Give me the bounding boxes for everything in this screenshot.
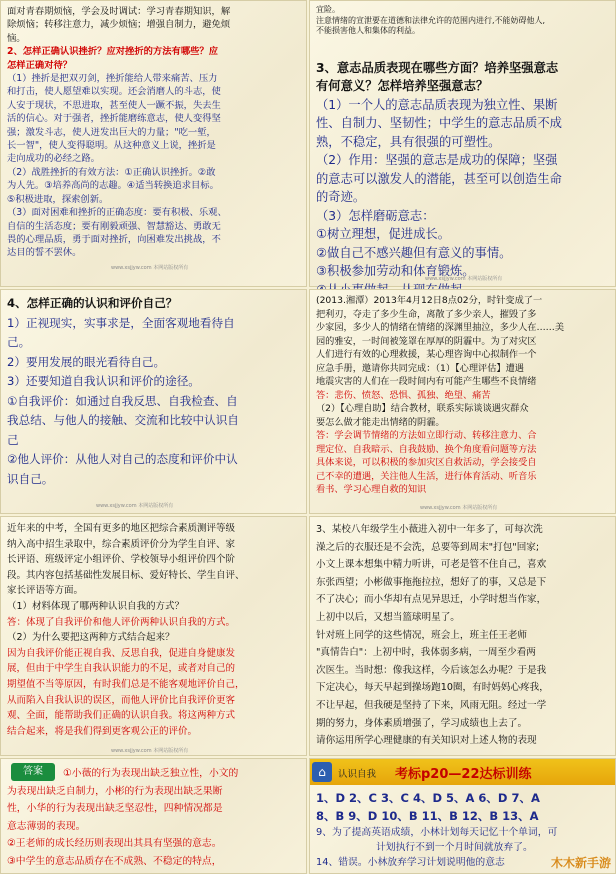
slide-1 [0,0,307,287]
s5-line-0: 近年来的中考，全国有更多的地区把综合素质测评等级 [7,523,236,534]
s5-watermark: www.xsjjyw.com 本网站版权所有 [111,748,189,754]
s6-line-3: 东张西望；小彬做事拖拖拉拉，想好了的事，又总是下 [316,576,547,588]
s8-line-0: 1、D 2、C 3、C 4、D 5、A 6、D 7、A [316,791,540,805]
s7-line-3: 意志薄弱的表现。 [7,820,86,832]
s6-line-11: 期的努力，身体素质增强了，学习成绩也上去了。 [316,717,528,729]
s5-line-6: 答：体现了自我评价和他人评价两种认识自我的方式。 [7,616,236,628]
s2-line-3: 3、意志品质表现在哪些方面？培养坚强意志 [316,60,559,75]
s1-line-17: 畏的心理品质，勇于面对挫折，向困难发出挑战，不 [7,233,221,245]
slide-5 [0,516,307,756]
s1-line-4: 怎样正确对待？ [7,59,73,71]
s1-line-18: 达目的誓不罢休。 [7,247,82,259]
s7-line-5: ③中学生的意志品质存在不成熟、不稳定的特点， [7,855,222,867]
s1-line-16: 自信的生活态度；要有刚毅顽强、智慧豁达、勇敢无 [7,220,221,232]
s5-line-1: 纳入高中招生录取中，综合素质评价分为学生自评、家 [7,538,236,550]
s7-line-0: ①小薇的行为表现出缺乏独立性，小文的 [63,768,239,779]
s2-line-1: 注意情绪的宣泄要在道德和法律允许的范围内进行,不能妨碍他人, [316,15,546,25]
s6-line-6: 针对班上同学的这些情况，班会上，班主任王老师 [316,629,528,641]
s2-line-6: 性、自制力、坚韧性；中学生的意志品质不成 [316,116,562,130]
s1-line-7: 人安于现状，不思进取，甚至使人一蹶不振，失去生 [7,99,221,111]
s3-line-7: 己 [7,432,19,447]
s1-line-10: 长一智"，使人变得聪明。从这种意义上说，挫折是 [7,140,216,152]
s2-line-7: 熟，不稳定，具有很强的可塑性。 [316,134,501,149]
slide-6 [309,516,616,756]
s4-line-1: 把利刃，夺走了多少生命，离散了多少亲人，摧毁了多 [316,308,537,320]
s1-line-9: 强；激发斗志，使人迸发出巨大的力量；"吃一堑， [7,126,216,138]
s4-line-4: 人们进行有效的心理救援，某心理咨询中心拟制作一个 [316,349,537,360]
s6-line-0: 3、某校八年级学生小薇进入初中一年多了，可每次洗 [316,524,543,535]
s2-watermark: www.xsjjyw.com 本网站版权所有 [425,276,503,282]
s1-line-5: （1）挫折是把双刃剑，挫折能给人带来痛苦、压力 [7,73,218,85]
s5-line-3: 段。其内容包括基础性发展目标、爱好特长、学生自评、 [7,569,245,581]
s3-watermark: www.xsjjyw.com 本网站版权所有 [96,503,174,509]
s1-line-12: （2）战胜挫折的有效方法：①正确认识挫折。②敢 [7,166,216,178]
s3-line-9: 识自己。 [7,471,54,486]
answer-tag: 答案 [11,763,55,781]
s3-line-1: 1）正视现实，实事求是，全面客观地看待自 [7,315,235,330]
s5-line-5: （1）材料体现了哪两种认识自我的方式？ [7,600,185,612]
title-bar [310,759,615,785]
s6-line-10: 不让早起，但我硬是坚持了下来，风雨无阻。经过一学 [316,699,547,711]
s8-line-1: 8、B 9、D 10、B 11、B 12、B 13、A [316,809,539,823]
s6-line-4: 不了决心；而小华却有点见异思迁，小学时想当作家， [316,594,547,606]
s4-line-2: 少家园，多少人的情绪在情绪的深渊里抽泣，多少人在……美 [316,322,565,333]
s1-line-0: 面对青春期烦恼，学会及时调试：学习青春期知识，解 [7,6,231,17]
home-icon[interactable]: ⌂ [312,762,332,782]
s2-line-8: （2）作用：坚强的意志是成功的保障；坚强 [316,153,558,167]
s1-line-15: （3）面对困难和挫折的正确态度：要有积极、乐观、 [7,207,227,219]
s2-line-9: 的意志可以激发人的潜能，甚至可以创造生命 [316,171,562,186]
s1-line-13: 为人先。③培养高尚的志趣。④适当转换追求目标。 [7,180,219,192]
s4-watermark: www.xsjjyw.com 本网站版权所有 [420,505,498,511]
s6-line-1: 澡之后的衣服还是不会洗，总要等到周末"打包"回家; [316,541,540,553]
s4-line-5: 应急手册，邀请你共同完成：（1）【心理评估】遭遇 [316,362,524,374]
s6-line-8: 次医生。当时想：像我这样，今后该怎么办呢？于是我 [316,664,547,676]
s2-line-11: （3）怎样磨砺意志： [316,208,435,223]
s3-line-4: 3）还要知道自我认识和评价的途径。 [7,374,200,388]
s4-line-7: 答：悲伤、愤怒、恐惧、孤独、绝望、痛苦 [316,389,491,401]
s1-line-8: 活的信心。对于强者，挫折能磨练意志，使人变得坚 [7,113,221,125]
s6-line-9: 下定决心，每天早起到操场跑10圈，有时妈妈心疼我， [316,682,549,694]
slide-2 [309,0,616,287]
s5-line-9: 展，但由于中学生自我认识能力的不足，或者对自己的 [7,663,236,675]
s3-line-3: 2）要用发展的眼光看待自己。 [7,354,166,369]
s4-line-9: 要怎么做才能走出情绪的阴霾。 [316,416,445,428]
section-title: 考标p20—22达标训练 [395,767,532,782]
s7-line-4: ②王老师的成长经历则表现出其具有坚强的意志。 [7,838,222,850]
s5-line-8: 因为自我评价能正视自我、反思自我，促进自身健康发 [7,647,236,659]
s7-line-1: 为表现出缺乏自制力，小彬的行为表现出缺乏果断 [7,785,223,797]
s8-line-3: 计划执行不到一个月时间就放弃了。 [376,842,533,853]
s2-line-10: 的奇迹。 [316,190,366,204]
s1-line-1: 除烦恼；转移注意力，减少烦恼；增强自制力，避免烦 [7,19,231,31]
s4-line-3: 园的雅安，一时间被笼罩在厚厚的阴霾中。为了对灾区 [316,335,537,347]
s1-line-6: 和打击，使人愿望难以实现。还会消磨人的斗志，使 [7,86,221,98]
s4-line-0: (2013.湘潭）2013年4月12日8点02分，时针变成了一 [316,295,543,306]
slide-4 [309,289,616,514]
s2-line-2: 不能损害他人和集体的利益。 [316,26,420,35]
s8-line-4: 14、错误。小林放弃学习计划说明他的意志 [316,857,505,868]
s2-line-13: ②做自己不感兴趣但有意义的事情。 [316,245,512,260]
s2-line-12: ①树立理想，促进成长。 [316,227,450,241]
s4-line-13: 己不幸的遭遇，关注他人生活，进行体育活动、听音乐 [316,470,537,482]
s6-line-12: 请你运用所学心理健康的有关知识对上述人物的表现 [316,735,537,747]
section-label: 认识自我 [338,769,377,780]
s4-line-6: 地震灾害的人们在一段时间内有可能产生哪些不良情绪 [316,376,537,387]
s2-line-5: （1）一个人的意志品质表现为独立性、果断 [316,97,558,112]
s5-line-13: 结合起来，将是我们得到更客观公正的评价。 [7,725,198,737]
s5-line-12: 观、全面，能帮助我们正确的认识自我。将这两种方式 [7,710,236,722]
site-watermark: 木木新手游 [550,856,611,870]
s5-line-7: （2）为什么要把这两种方式结合起来？ [7,632,175,644]
s2-line-14: ③积极参加劳动和体育锻炼。 [316,264,475,278]
s1-watermark: www.xsjjyw.com 本网站版权所有 [111,265,189,271]
s3-line-2: 己。 [7,335,31,349]
s1-line-2: 恼。 [7,32,26,44]
slide-7 [0,758,307,874]
s3-line-5: ①自我评价：如通过自我反思、自我检查、自 [7,393,238,408]
s5-line-11: 从而陷入自我认识的误区，而他人评价比自我评价更客 [7,694,236,706]
s5-line-10: 期望值不当等原因，有时我们总是不能客观地评价自己， [7,678,245,690]
s1-line-3: 2、怎样正确认识挫折？应对挫折的方法有哪些？应 [7,46,219,58]
s8-line-2: 9、为了提高英语成绩，小林计划每天记忆十个单词，可 [316,827,558,838]
s2-line-0: 宜险。 [316,5,340,14]
s4-line-11: 理定位、自我暗示、自我鼓励、换个角度看问题等方法 [316,443,537,455]
s3-line-8: ②他人评价：从他人对自己的态度和评价中认 [7,452,238,466]
slide-3 [0,289,307,514]
s4-line-10: 答：学会调节情绪的方法如立即行动、转移注意力、合 [316,430,537,441]
s5-line-4: 家长评语等方面。 [7,585,84,597]
slide-8 [309,758,616,874]
s7-line-2: 性，小华的行为表现出缺乏坚忍性，四种情况都是 [7,803,223,815]
s4-line-12: 具体来说，可以积极的参加灾区自救活动，学会接受自 [316,457,537,468]
s6-line-7: "真情告白"：上初中时，我体弱多病，一周至少看两 [316,647,536,659]
s6-line-2: 小文上课本想集中精力听讲，可老是管不住自己，喜欢 [316,559,547,571]
s4-line-14: 看书、学习心理自救的知识 [316,484,427,495]
s4-line-8: （2）【心理自助】结合教材，联系实际谈谈遇灾群众 [316,403,529,414]
s3-line-0: 4、怎样正确的认识和评价自己？ [7,296,178,310]
s1-line-14: ⑤积极进取，探索创新。 [7,193,109,205]
s1-line-11: 走向成功的必经之路。 [7,153,100,165]
s3-line-6: 我总结、与他人的接触、交流和比较中认识自 [7,413,239,427]
s6-line-5: 上初中以后，又想当篮球明星了。 [316,611,460,623]
s5-line-2: 长评语、班级评定小组评价、学校领导小组评价四个阶 [7,554,236,566]
s2-line-4: 有何意义？怎样培养坚强意志？ [316,79,489,93]
